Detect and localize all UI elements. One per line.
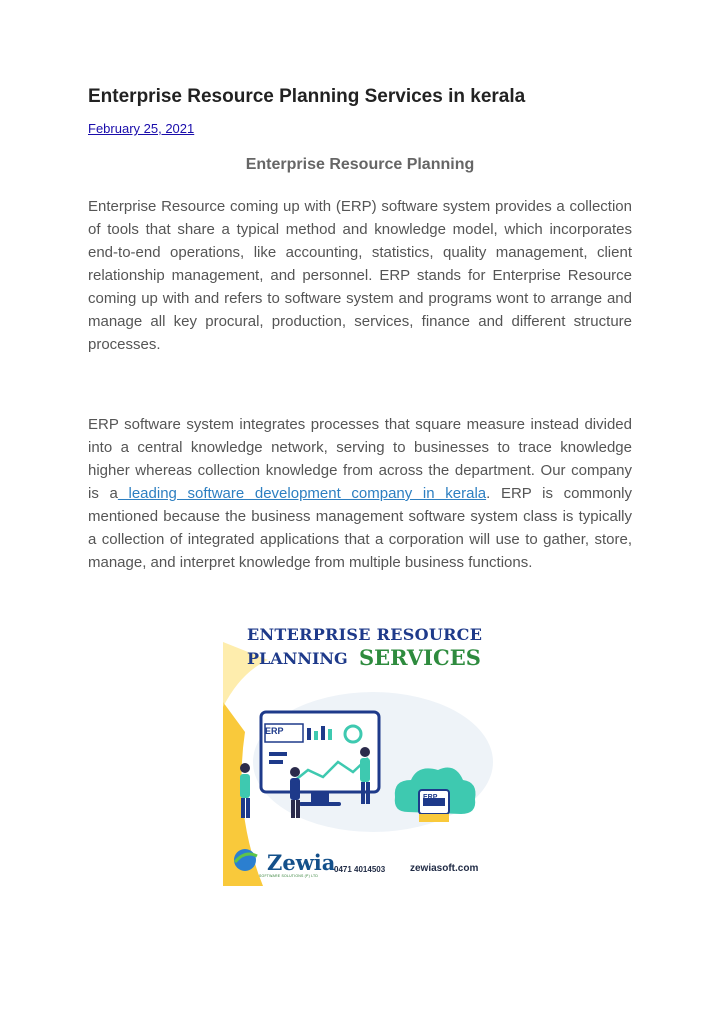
- erp-services-banner: [223, 612, 498, 886]
- paragraph-2-text-end: . ERP is commonly mentioned because the business management software system class is typically a collection of integrated applications that a corporation will use to gather, store, manage, and interpret knowledge from multiple business functions.: [88, 485, 633, 571]
- paragraph-2-text-start: ERP software system integrates processes that square measure instead divided into a central knowledge network, serving to businesses to trace knowledge higher whereas collection knowledge from across the department. Our company is a: [88, 416, 632, 502]
- website-url: zewiasoft.com: [410, 863, 479, 874]
- brand-name: Zewia: [267, 850, 336, 875]
- paragraph-1: Enterprise Resource coming up with (ERP) software system provides a collection of tools that share a typical method and knowledge model, which incorporates end-to-end operations, like accounting, statistics, quality management, client relationship management, and personnel. ERP stands for Enterprise Resource coming up with and refers to software system and programs wont to arrange and manage all key procural, production, services, finance and different structure processes.: [88, 198, 632, 353]
- tablet-erp-label: ERP: [423, 794, 438, 801]
- banner-heading-line2b: SERVICES: [359, 645, 481, 670]
- banner-heading-line1: ENTERPRISE RESOURCE: [247, 625, 483, 644]
- banner-heading-line2a: PLANNING: [247, 649, 348, 668]
- company-link[interactable]: leading software development company in kerala: [117, 485, 487, 502]
- post-date-link[interactable]: February 25, 2021: [88, 121, 195, 136]
- person-right-icon: [360, 747, 370, 804]
- person-left-icon: [240, 763, 250, 818]
- brand-subtitle: SOFTWARE SOLUTIONS (P) LTD: [259, 874, 319, 878]
- page-title: Enterprise Resource Planning Services in kerala: [88, 86, 526, 107]
- section-heading: Enterprise Resource Planning: [245, 156, 475, 173]
- person-middle-icon: [290, 767, 300, 818]
- paragraph-2: [88, 413, 632, 574]
- phone-number: 0471 4014503: [334, 865, 386, 874]
- screen-erp-label: ERP: [265, 726, 284, 736]
